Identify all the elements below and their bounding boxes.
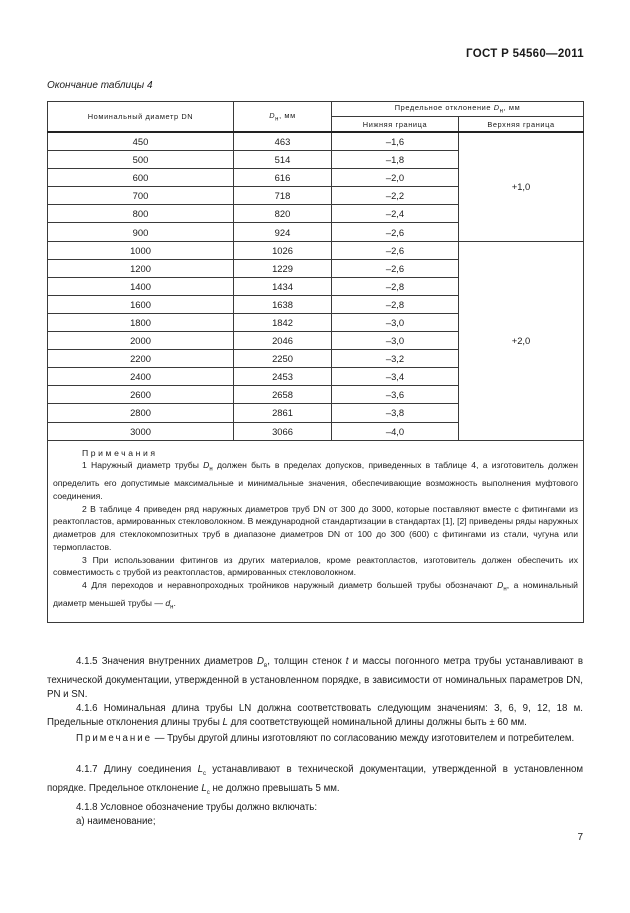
dh-cell: 2658 xyxy=(234,386,332,404)
upper-limit-cell: +1,0 xyxy=(459,132,584,241)
dh-cell: 2861 xyxy=(234,404,332,422)
dn-cell: 1400 xyxy=(48,277,234,295)
dh-cell: 924 xyxy=(234,223,332,241)
note-1: 1 Наружный диаметр трубы $D_н$ должен быть в пределах допусков, приведенных в таблице 4, а изготовитель должен определить его допустимые максимальные и минимальные значения, обеспечивающие возможность выполнения муфтового соединения. xyxy=(53,460,578,501)
dn-cell: 2800 xyxy=(48,404,234,422)
dn-cell: 2400 xyxy=(48,368,234,386)
page-number: 7 xyxy=(577,832,583,843)
lower-limit-cell: –2,8 xyxy=(332,277,459,295)
lower-limit-cell: –3,0 xyxy=(332,332,459,350)
col-header-dn: Номинальный диаметр DN xyxy=(48,102,234,133)
dh-cell: 1229 xyxy=(234,259,332,277)
dn-cell: 1800 xyxy=(48,313,234,331)
upper-limit-cell: +2,0 xyxy=(459,241,584,440)
col-header-upper: Верхняя граница xyxy=(459,117,584,133)
paragraph-4-1-7: 4.1.7 Длину соединения $L_c$ устанавливают в технической документации, утвержденной в установленном порядке. Предельное отклонение $L_c$ не должно превышать 5 мм. xyxy=(47,764,583,796)
lower-limit-cell: –3,4 xyxy=(332,368,459,386)
lower-limit-cell: –2,6 xyxy=(332,259,459,277)
lower-limit-cell: –2,6 xyxy=(332,241,459,259)
diameter-table xyxy=(47,101,584,623)
col-header-dh: $D_н$, мм xyxy=(234,102,332,133)
lower-limit-cell: –2,4 xyxy=(332,205,459,223)
lower-limit-cell: –2,8 xyxy=(332,295,459,313)
dh-cell: 2046 xyxy=(234,332,332,350)
lower-limit-cell: –2,6 xyxy=(332,223,459,241)
table-group-1 xyxy=(48,132,584,241)
lower-limit-cell: –3,8 xyxy=(332,404,459,422)
notes-title: Примечания xyxy=(82,447,158,458)
table-head xyxy=(48,102,584,133)
dn-cell: 2200 xyxy=(48,350,234,368)
dn-cell: 1000 xyxy=(48,241,234,259)
dn-cell: 2000 xyxy=(48,332,234,350)
body-section-2 xyxy=(47,763,583,829)
body-note xyxy=(47,732,583,746)
dh-cell: 2250 xyxy=(234,350,332,368)
dn-cell: 2600 xyxy=(48,386,234,404)
body-section-1 xyxy=(47,655,583,729)
table-group-2 xyxy=(48,241,584,440)
dn-cell: 600 xyxy=(48,169,234,187)
lower-limit-cell: –2,0 xyxy=(332,169,459,187)
dh-cell: 1638 xyxy=(234,295,332,313)
table-row xyxy=(48,241,584,259)
col-header-deviation: Предельное отклонение $D_н$, мм xyxy=(332,102,584,117)
lower-limit-cell: –2,2 xyxy=(332,187,459,205)
dn-cell: 1600 xyxy=(48,295,234,313)
dh-cell: 463 xyxy=(234,132,332,151)
paragraph-4-1-8-a: а) наименование; xyxy=(76,815,156,827)
standard-header: ГОСТ Р 54560—2011 xyxy=(466,48,584,60)
dh-cell: 514 xyxy=(234,151,332,169)
lower-limit-cell: –3,6 xyxy=(332,386,459,404)
dh-cell: 1434 xyxy=(234,277,332,295)
table-caption: Окончание таблицы 4 xyxy=(47,80,153,91)
dn-cell: 700 xyxy=(48,187,234,205)
col-header-lower: Нижняя граница xyxy=(332,117,459,133)
dn-cell: 450 xyxy=(48,132,234,151)
note-4: 4 Для переходов и неравнопроходных тройников наружный диаметр большей трубы обозначают $D_н$, а номинальный диаметр меньшей трубы — $d_н$. xyxy=(53,580,578,611)
dn-cell: 500 xyxy=(48,151,234,169)
lower-limit-cell: –3,2 xyxy=(332,350,459,368)
note-2: 2 В таблице 4 приведен ряд наружных диаметров труб DN от 300 до 3000, которые поставляют вместе с фитингами из реактопластов, армированных стекловолокном. В международной стандартизации в стандартах [1], [2] приведены ряды наружных диаметров для стеклокомпозитных труб в диапазоне диаметров DN от 100 до 300 (600) с фитингами из стали, чугуна или термопластов. xyxy=(53,503,578,552)
paragraph-4-1-6: 4.1.6 Номинальная длина трубы LN должна соответствовать следующим значениям: 3, 6, 9, 12, 18 м. Предельные отклонения длины трубы L для соответствующей номинальной длины должны быть ± 60 мм. xyxy=(47,702,583,728)
dn-cell: 900 xyxy=(48,223,234,241)
dh-cell: 1026 xyxy=(234,241,332,259)
lower-limit-cell: –3,0 xyxy=(332,313,459,331)
table-row xyxy=(48,132,584,151)
dh-cell: 2453 xyxy=(234,368,332,386)
table-notes xyxy=(48,440,584,623)
paragraph-4-1-8: 4.1.8 Условное обозначение трубы должно включать: xyxy=(76,801,318,813)
dh-cell: 3066 xyxy=(234,422,332,440)
dn-cell: 1200 xyxy=(48,259,234,277)
lower-limit-cell: –1,8 xyxy=(332,151,459,169)
dh-cell: 718 xyxy=(234,187,332,205)
dh-cell: 616 xyxy=(234,169,332,187)
dh-cell: 1842 xyxy=(234,313,332,331)
note-3: 3 При использовании фитингов из других материалов, кроме реактопластов, изготовитель должен обеспечить их совместимость с трубой из реактопластов, армированных стекловолокном. xyxy=(53,554,578,578)
dn-cell: 3000 xyxy=(48,422,234,440)
dh-cell: 820 xyxy=(234,205,332,223)
length-note: Примечание — Трубы другой длины изготовляют по согласованию между изготовителем и потребителем. xyxy=(76,733,575,744)
dn-cell: 800 xyxy=(48,205,234,223)
lower-limit-cell: –1,6 xyxy=(332,132,459,151)
paragraph-4-1-5: 4.1.5 Значения внутренних диаметров $D_в$, толщин стенок t и массы погонного метра трубы устанавливают в технической документации, утвержденной в установленном порядке, в зависимости от номинальных параметров DN, PN и SN. xyxy=(47,656,583,700)
lower-limit-cell: –4,0 xyxy=(332,422,459,440)
